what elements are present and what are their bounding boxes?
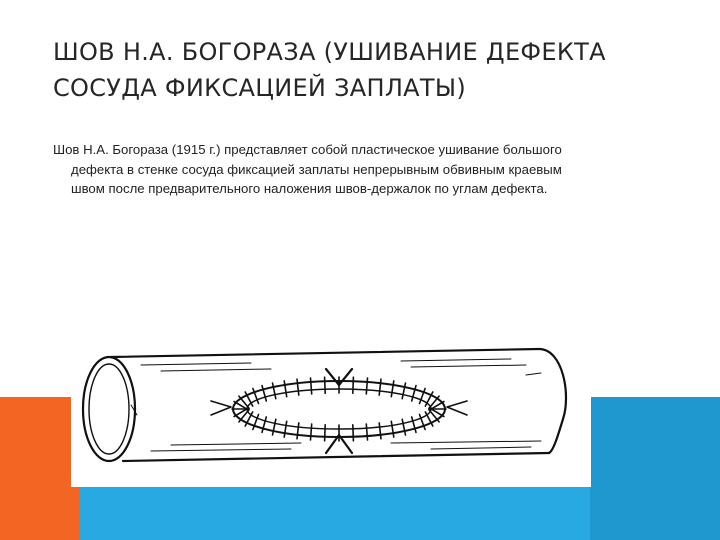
suture-stitch	[311, 378, 312, 394]
suture-stitch	[391, 381, 394, 397]
suture-stitch	[379, 423, 381, 439]
suture-stitch	[273, 419, 276, 435]
suture-stitch	[366, 424, 367, 440]
suture-stitch	[391, 421, 394, 437]
vessel-patch-suture-icon	[71, 335, 591, 487]
suture-stitch	[273, 383, 276, 399]
suture-stitch	[379, 379, 381, 395]
suture-stitch	[353, 377, 354, 393]
suture-stitch	[325, 377, 326, 393]
suture-stitch	[311, 424, 312, 440]
suture-stitch	[366, 378, 367, 394]
suture-stitch	[402, 419, 405, 435]
slide-body-text: Шов Н.А. Богораза (1915 г.) представляет собой пластическое ушивание большого дефекта в стенке сосуда фиксацией заплаты непрерывным обвивным краевым швом после предварительного наложения швов-держалок по углам дефекта.	[53, 142, 562, 196]
suture-stitch	[297, 379, 299, 395]
suture-stitch	[353, 425, 354, 441]
suture-stitch	[284, 381, 287, 397]
suture-stitch	[284, 421, 287, 437]
slide-title: ШОВ Н.А. БОГОРАЗА (УШИВАНИЕ ДЕФЕКТА СОСУДА ФИКСАЦИЕЙ ЗАПЛАТЫ)	[53, 38, 606, 102]
suture-stitch	[297, 423, 299, 439]
accent-band-orange	[0, 397, 80, 540]
vessel-suture-figure	[71, 335, 591, 487]
suture-stitch	[402, 383, 405, 399]
suture-stitch	[325, 425, 326, 441]
accent-band-blue-dark	[590, 397, 720, 540]
